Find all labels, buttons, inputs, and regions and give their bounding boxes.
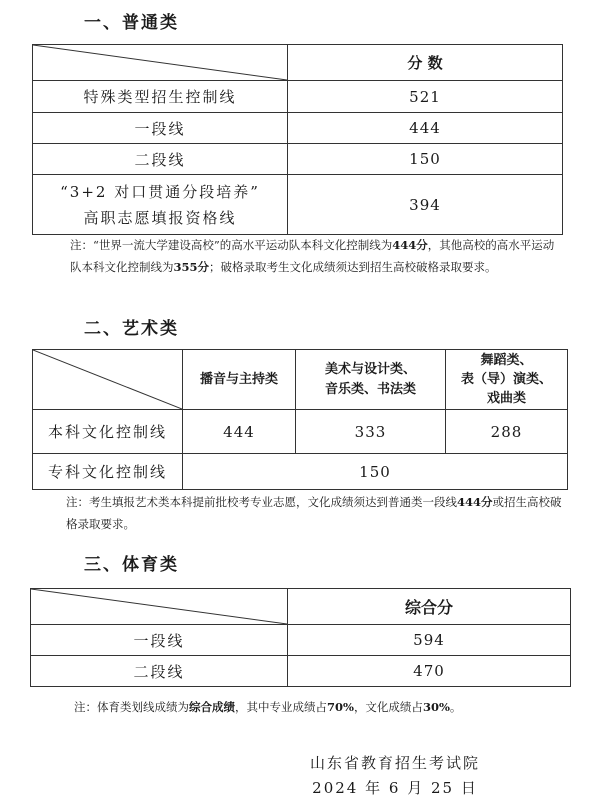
diagonal-line	[33, 350, 182, 409]
diagonal-header-cell	[33, 45, 288, 81]
note-bold: 444分	[392, 238, 428, 252]
row-value: 594	[288, 625, 571, 656]
row-value: 333	[296, 410, 446, 454]
diagonal-line	[33, 45, 287, 80]
row-label: 专科文化控制线	[33, 454, 183, 490]
note-text: 注：体育类划线成绩为	[74, 700, 189, 714]
art-header-fineart	[296, 350, 446, 410]
row-label: 二段线	[31, 656, 288, 687]
header-line: 美术与设计类、	[324, 361, 416, 377]
row-label-multiline	[33, 175, 288, 235]
section-title-sports: 三、体育类	[84, 555, 179, 575]
note-bold: 70%	[327, 700, 354, 714]
row-label: 特殊类型招生控制线	[33, 81, 288, 113]
note-bold: 444分	[457, 495, 493, 509]
table-row	[33, 175, 563, 235]
note-bold: 355分	[173, 260, 210, 274]
art-table	[32, 349, 568, 490]
row-label: 本科文化控制线	[33, 410, 183, 454]
header-line: 表（导）演类、	[460, 372, 552, 387]
issue-date: 2024 年 6 月 25 日	[312, 779, 478, 797]
section-title-general: 一、普通类	[84, 13, 179, 33]
row-label-line: “3+2 对口贯通分段培养”	[60, 182, 260, 201]
note-text: ，其中专业成绩占	[235, 700, 327, 714]
row-label: 一段线	[31, 625, 288, 656]
diagonal-header-cell	[33, 350, 183, 410]
diagonal-line	[31, 589, 287, 624]
table-row	[31, 656, 571, 687]
table-row	[33, 81, 563, 113]
table-row	[33, 410, 568, 454]
row-value: 521	[288, 81, 563, 113]
row-value: 470	[288, 656, 571, 687]
row-label-line: 高职志愿填报资格线	[83, 208, 237, 227]
note-text: ，文化成绩占	[353, 700, 423, 714]
header-line: 舞蹈类、	[480, 353, 533, 368]
note-bold: 30%	[422, 700, 450, 714]
header-line: 音乐类、书法类	[324, 381, 416, 397]
row-value: 394	[288, 175, 563, 235]
section-title-art: 二、艺术类	[84, 319, 179, 339]
note-text: ，其他高校的高水平运动队本科文化控制线为	[70, 238, 555, 274]
header-line: 播音与主持类	[199, 371, 278, 387]
note-text: 注：考生填报艺术类本科提前批校考专业志愿，文化成绩须达到普通类一段线	[66, 495, 457, 509]
general-table	[32, 44, 563, 235]
row-label: 二段线	[33, 144, 288, 175]
score-header: 分 数	[288, 45, 563, 81]
note-text: 。	[449, 700, 462, 714]
general-note	[70, 234, 565, 278]
table-row	[33, 454, 568, 490]
art-header-broadcast	[183, 350, 296, 410]
art-header-dance	[446, 350, 568, 410]
note-text: 注：“世界一流大学建设高校”的高水平运动队本科文化控制线为	[70, 238, 393, 252]
table-row	[33, 113, 563, 144]
table-row	[33, 144, 563, 175]
note-text: ；破格录取考生文化成绩须达到招生高校破格录取要求。	[209, 260, 497, 274]
table-row	[31, 625, 571, 656]
sports-note	[74, 696, 564, 718]
row-value: 150	[183, 454, 568, 490]
row-value: 150	[288, 144, 563, 175]
row-value: 444	[183, 410, 296, 454]
row-label: 一段线	[33, 113, 288, 144]
issuing-organization: 山东省教育招生考试院	[309, 754, 480, 772]
diagonal-header-cell	[31, 589, 288, 625]
row-value: 444	[288, 113, 563, 144]
composite-score-header: 综合分	[288, 589, 571, 625]
art-note	[66, 491, 566, 535]
row-value: 288	[446, 410, 568, 454]
note-text: 或招生高校破格录取要求。	[66, 495, 562, 531]
header-line: 戏曲类	[486, 391, 526, 406]
note-bold: 综合成绩	[189, 700, 235, 714]
sports-table	[30, 588, 571, 687]
